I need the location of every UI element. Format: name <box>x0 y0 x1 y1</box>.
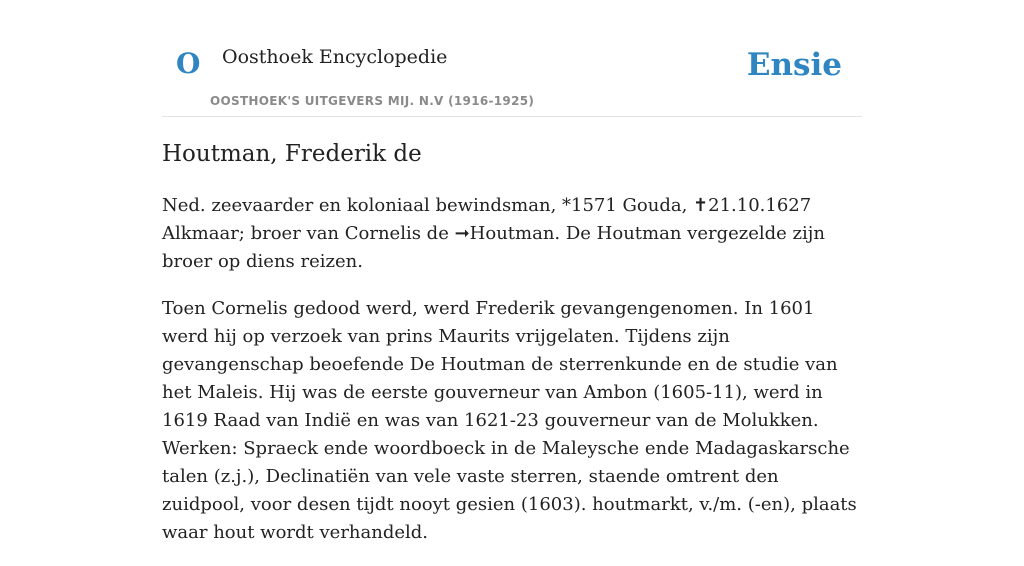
site-logo[interactable]: O <box>176 47 201 80</box>
article-paragraph-1 <box>162 192 862 276</box>
cross-reference-link-houtman[interactable]: ➞Houtman <box>454 223 555 245</box>
paragraph-1-text-end: . De Houtman vergezelde zijn broer op diens reizen. <box>162 223 825 273</box>
site-header <box>162 0 862 117</box>
article-title: Houtman, Frederik de <box>162 141 422 167</box>
paragraph-1-text-start: Ned. zeevaarder en koloniaal bewindsman, *1571 Gouda, ✝21.10.1627 Alkmaar; broer van Cornelis de <box>162 195 812 245</box>
site-title-link[interactable]: Oosthoek Encyclopedie <box>222 46 448 68</box>
ensie-brand-link[interactable]: Ensie <box>746 47 842 83</box>
article-content <box>162 138 862 566</box>
publisher-label: OOSTHOEK'S UITGEVERS MIJ. N.V (1916-1925) <box>210 94 535 108</box>
article-paragraph-2: Toen Cornelis gedood werd, werd Frederik gevangengenomen. In 1601 werd hij op verzoek van prins Maurits vrijgelaten. Tijdens zijn gevangenschap beoefende De Houtman de sterrenkunde en de studie van het Maleis. Hij was de eerste gouverneur van Ambon (1605-11), werd in 1619 Raad van Indië en was van 1621-23 gouverneur van de Molukken. Werken: Spraeck ende woordboeck in de Maleysche ende Madagaskarsche talen (z.j.), Declinatiën van vele vaste sterren, staende omtrent den zuidpool, voor desen tijdt nooyt gesien (1603). houtmarkt, v./m. (-en), plaats waar hout wordt verhandeld. <box>162 298 857 544</box>
